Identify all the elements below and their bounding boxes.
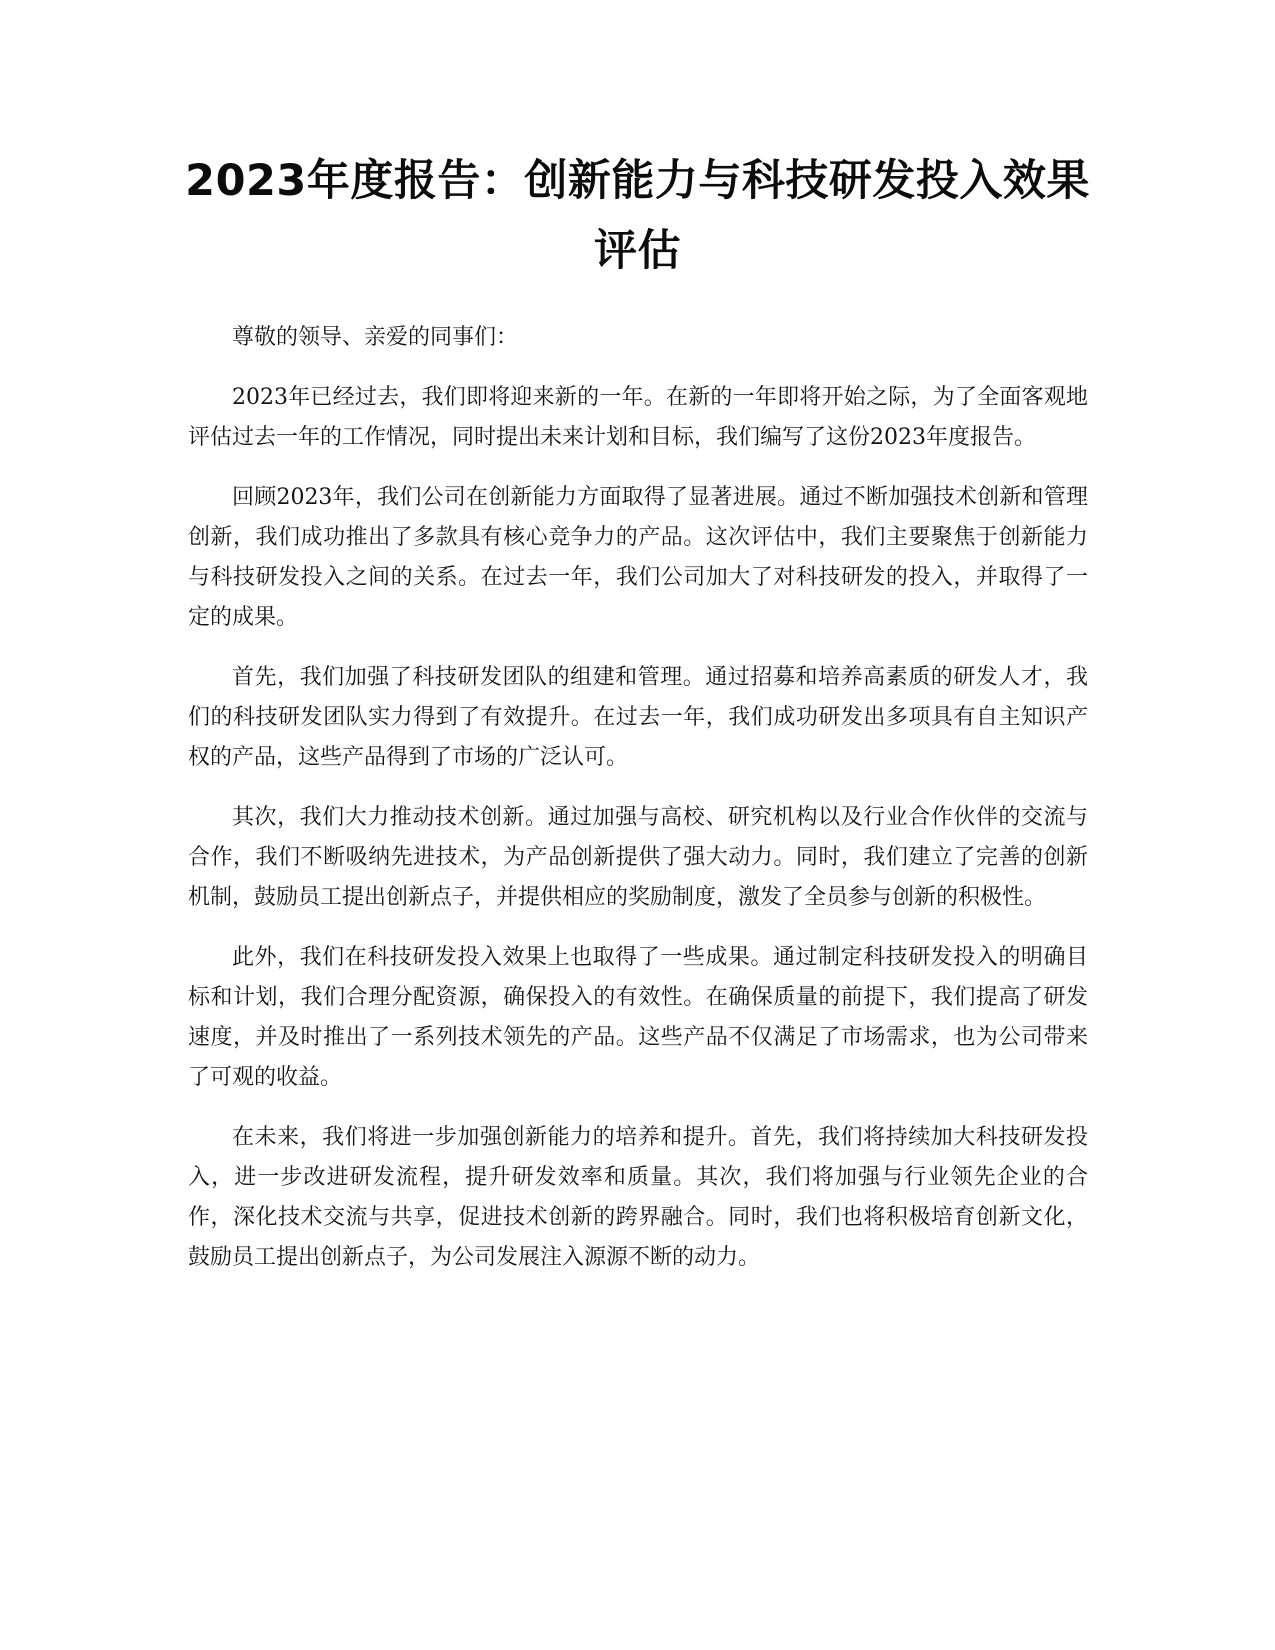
- paragraph-salutation: 尊敬的领导、亲爱的同事们：: [232, 325, 519, 350]
- paragraph-intro: 2023年已经过去，我们即将迎来新的一年。在新的一年即将开始之际，为了全面客观地评估过去一年的工作情况，同时提出未来计划和目标，我们编写了这份2023年度报告。: [188, 385, 1088, 450]
- paragraph-future: 在未来，我们将进一步加强创新能力的培养和提升。首先，我们将持续加大科技研发投入，进一步改进研发流程，提升研发效率和质量。其次，我们将加强与行业领先企业的合作，深化技术交流与共享，促进技术创新的跨界融合。同时，我们也将积极培育创新文化，鼓励员工提出创新点子，为公司发展注入源源不断的动力。: [188, 1125, 1088, 1270]
- document-body: [188, 318, 1088, 1298]
- paragraph-investment: 此外，我们在科技研发投入效果上也取得了一些成果。通过制定科技研发投入的明确目标和计划，我们合理分配资源，确保投入的有效性。在确保质量的前提下，我们提高了研发速度，并及时推出了一系列技术领先的产品。这些产品不仅满足了市场需求，也为公司带来了可观的收益。: [188, 945, 1088, 1090]
- paragraph-innovation: 其次，我们大力推动技术创新。通过加强与高校、研究机构以及行业合作伙伴的交流与合作，我们不断吸纳先进技术，为产品创新提供了强大动力。同时，我们建立了完善的创新机制，鼓励员工提出创新点子，并提供相应的奖励制度，激发了全员参与创新的积极性。: [188, 805, 1088, 910]
- paragraph-team: 首先，我们加强了科技研发团队的组建和管理。通过招募和培养高素质的研发人才，我们的科技研发团队实力得到了有效提升。在过去一年，我们成功研发出多项具有自主知识产权的产品，这些产品得到了市场的广泛认可。: [188, 665, 1088, 770]
- document-title: 2023年度报告：创新能力与科技研发投入效果评估: [185, 156, 1090, 276]
- paragraph-review: 回顾2023年，我们公司在创新能力方面取得了显著进展。通过不断加强技术创新和管理创新，我们成功推出了多款具有核心竞争力的产品。这次评估中，我们主要聚焦于创新能力与科技研发投入之间的关系。在过去一年，我们公司加大了对科技研发的投入，并取得了一定的成果。: [188, 485, 1088, 630]
